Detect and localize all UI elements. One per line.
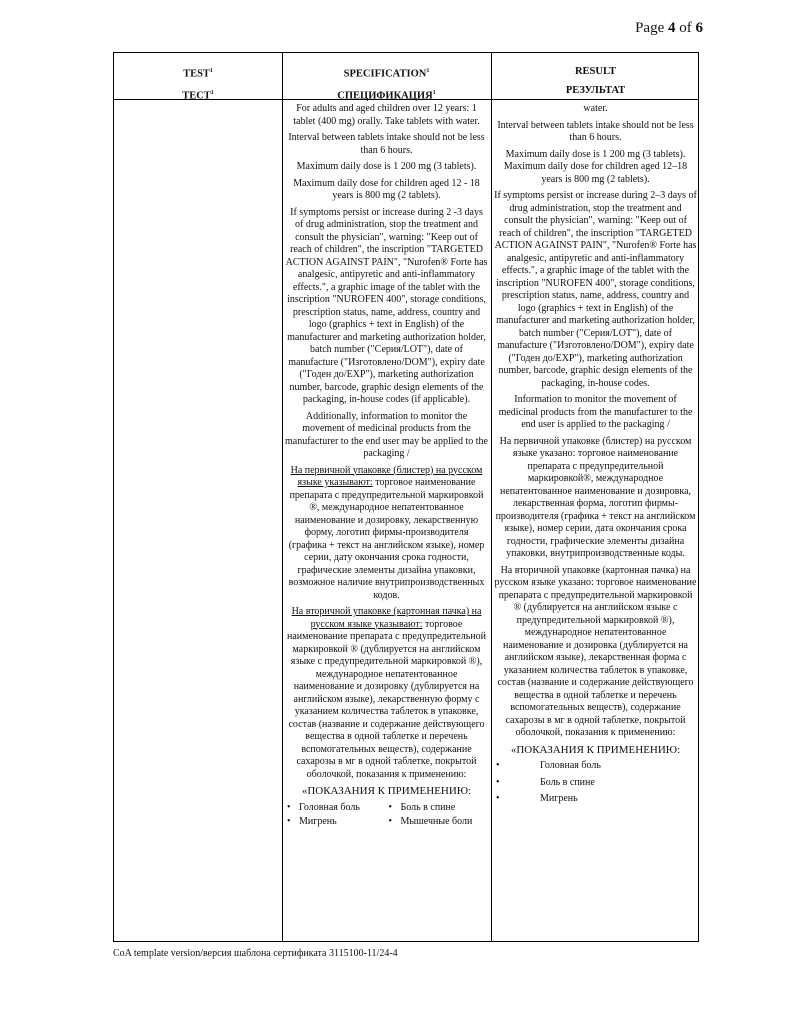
spec-paragraph: If symptoms persist or increase during 2 -3 days of drug administration, stop the treatment and consult the physician", warning: "Keep out of reach of children", the inscription "TARGETED ACTION AGAINST PAIN", "Nurofen® Forte has analgesic, antipyretic and anti-inflammatory effects.", a graphic image of the tablet with the inscription "NUROFEN 400", storage conditions, prescription status, name, address, country and logo (graphics + text in English) of the manufacturer and marketing authorization holder, batch number ("Серия/LOT"), date of manufacture ("Изготовлено/DOM"), expiry date ("Годен до/EXP"), marketing authorization number, barcode, graphic design elements of the packaging, in-house codes (if applicable).	[285, 206, 488, 405]
spec-paragraph: Interval between tablets intake should not be less than 6 hours.	[288, 132, 485, 156]
page-current: 4	[668, 20, 676, 36]
result-indications-heading: «ПОКАЗАНИЯ К ПРИМЕНЕНИЮ:	[510, 743, 681, 756]
spec-paragraph: Maximum daily dose for children aged 12 - 18 years is 800 mg (2 tablets).	[293, 177, 480, 201]
result-paragraph: water.	[583, 103, 608, 114]
result-primary-packaging: На первичной упаковке (блистер) на русском языке указано: торговое наименование препарата с предупредительной маркировкой®, международное непатентованное наименование и дозировка, лекарственная форма, логотип фирмы-производителя (графика + текст на английском языке), номер серии, дата окончания срока годности, графические элементы дизайна упаковки, внутрипроизводственные коды.	[495, 435, 696, 559]
list-item: • Боль в спине	[387, 802, 489, 815]
header-test: TEST$^1$ ТЕСТ$^1$	[182, 68, 214, 101]
page-label: Page	[635, 20, 665, 36]
list-item: • Мигрень	[494, 793, 697, 806]
spec-paragraph: For adults and aged children over 12 years: 1 tablet (400 mg) orally. Take tablets with water.	[293, 103, 480, 127]
specification-cell	[285, 103, 488, 831]
list-item: • Головная боль	[285, 802, 387, 815]
column-divider	[491, 53, 492, 941]
template-version-footer: CoA template version/версия шаблона сертификата 3115100-11/24-4	[113, 948, 398, 959]
result-paragraph: Information to monitor the movement of medicinal products from the manufacturer to the end user is applied to the packaging /	[498, 394, 693, 430]
spec-paragraph: Maximum daily dose is 1 200 mg (3 tablets).	[296, 161, 477, 172]
result-paragraph: Interval between tablets intake should not be less than 6 hours.	[497, 119, 694, 143]
column-divider	[282, 53, 283, 941]
result-paragraph: Maximum daily dose is 1 200 mg (3 tablets). Maximum daily dose for children aged 12–18 years is 800 mg (2 tablets).	[503, 148, 688, 185]
list-item: • Головная боль	[494, 760, 697, 773]
result-cell	[494, 103, 697, 810]
page-of: of	[679, 20, 692, 36]
list-item: • Боль в спине	[494, 777, 697, 790]
page-number	[635, 20, 703, 37]
result-indications-list	[494, 760, 697, 806]
result-paragraph: If symptoms persist or increase during 2–3 days of drug administration, stop the treatment and consult the physician", warning: "Keep out of reach of children", the inscription "TARGETED ACTION AGAINST PAIN", "Nurofen® Forte has analgesic, antipyretic and anti-inflammatory effects.", a graphic image of the tablet with the inscription "NUROFEN 400", storage conditions, prescription status, name, address, country and logo (graphics + text in English) of the manufacturer and marketing authorization holder, batch number ("Серия/LOT"), date of manufacture ("Изготовлено/DOM"), expiry date ("Годен до/EXP"), marketing authorization number, barcode, graphic design elements of the packaging, in-house codes.	[494, 190, 697, 389]
spec-paragraph: Additionally, information to monitor the movement of medicinal products from the manufacturer to the end user may be applied to the packaging /	[285, 410, 488, 459]
spec-indications-heading: «ПОКАЗАНИЯ К ПРИМЕНЕНИЮ:	[301, 785, 472, 797]
page-total: 6	[695, 20, 703, 36]
spec-secondary-packaging: На вторичной упаковке (картонная пачка) на русском языке указывают: торговое наименование препарата с предупредительной маркировкой ® (дублируется на английском языке с предупредительной маркировкой ®), международное непатентованное наименование и дозировку (дублируется на английском языке), лекарственную форму с указанием количества таблеток в упаковке, состав (название и содержание действующего вещества в одной таблетке и перечень вспомогательных веществ), содержание сахарозы в мг в одной таблетке, покрытой оболочкой, показания к применению:	[287, 606, 486, 780]
spec-primary-packaging: На первичной упаковке (блистер) на русском языке указывают: торговое наименование препарата с предупредительной маркировкой ®, международное непатентованное наименование и дозировку, лекарственную форму, логотип фирмы-производителя (графика + текст на английском языке), номер серии, дату окончания срока годности, графические элементы дизайна упаковки, возможное наличие внутрипроизводственных кодов.	[288, 464, 485, 601]
header-specification: SPECIFICATION$^1$ СПЕЦИФИКАЦИЯ$^1$	[337, 68, 436, 101]
result-secondary-packaging: На вторичной упаковке (картонная пачка) на русском языке указано: торговое наименование препарата с предупредительной маркировкой ® (дублируется на английском языке с предупредительной маркировкой ®), международное непатентованное наименование и дозировка (дублируется на английском языке), лекарственная форма с указанием количества таблеток в упаковке, состав (название и содержание действующего вещества в одной таблетке и перечень вспомогательных веществ), содержание сахарозы в мг в одной таблетке, покрытой оболочкой, показания к применению:	[494, 564, 697, 738]
list-item: • Мышечные боли	[387, 816, 489, 829]
spec-indications-list	[285, 802, 488, 831]
header-result: RESULT РЕЗУЛЬТАТ	[565, 66, 626, 96]
list-item: • Мигрень	[285, 816, 387, 829]
certificate-table	[113, 52, 699, 942]
